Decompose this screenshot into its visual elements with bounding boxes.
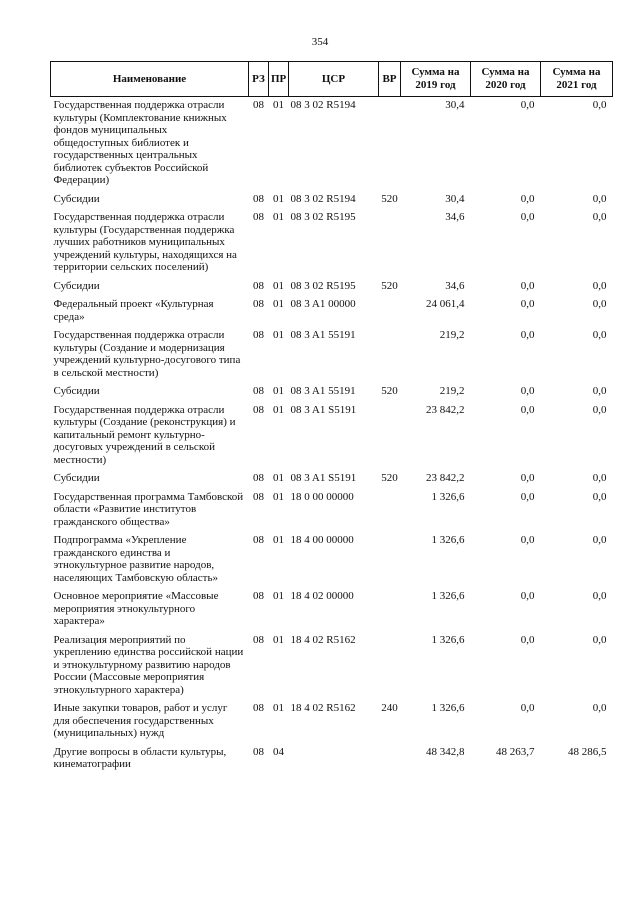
header-name: Наименование xyxy=(51,62,249,97)
table-row xyxy=(51,532,613,588)
row-sum-2019: 30,4 xyxy=(445,192,465,205)
row-vr: 520 xyxy=(381,279,398,292)
row-vr: 240 xyxy=(381,702,398,714)
row-sum-2019: 24 061,4 xyxy=(426,298,465,310)
row-vr xyxy=(379,327,401,383)
row-csr xyxy=(289,744,379,775)
row-rz: 08 xyxy=(253,633,264,646)
row-rz: 08 xyxy=(253,99,264,111)
row-sum-2019: 34,6 xyxy=(445,279,465,292)
row-pr: 01 xyxy=(273,211,284,223)
row-sum-2019: 1 326,6 xyxy=(431,590,465,602)
row-sum-2020: 0,0 xyxy=(520,633,535,646)
row-name: Субсидии xyxy=(53,385,100,397)
row-pr: 01 xyxy=(273,329,284,341)
row-sum-2019: 219,2 xyxy=(439,329,465,341)
row-vr xyxy=(379,402,401,471)
row-csr: 08 3 A1 S5191 xyxy=(290,403,357,416)
row-name: Субсидии xyxy=(53,192,100,205)
row-sum-2019: 219,2 xyxy=(439,385,465,397)
row-name: Государственная поддержка отрасли культуры (Государственная поддержка лучших работников муниципальных учреждений культуры, находящихся на территории сельских поселений) xyxy=(53,211,237,273)
row-sum-2019: 1 326,6 xyxy=(431,702,465,714)
row-sum-2020: 0,0 xyxy=(520,490,535,503)
row-vr xyxy=(379,97,401,191)
row-vr: 520 xyxy=(381,385,398,397)
row-sum-2020: 0,0 xyxy=(520,298,535,310)
row-vr: 520 xyxy=(381,472,398,484)
row-sum-2021: 0,0 xyxy=(592,534,607,546)
row-sum-2020: 0,0 xyxy=(520,99,535,111)
row-csr: 18 4 02 R5162 xyxy=(290,702,356,714)
table-header-row xyxy=(51,62,613,97)
row-csr: 18 4 02 R5162 xyxy=(290,633,356,646)
table-row xyxy=(51,97,613,191)
row-sum-2019: 34,6 xyxy=(445,211,465,223)
row-csr: 18 4 00 00000 xyxy=(290,534,354,546)
table-row xyxy=(51,700,613,744)
row-rz: 08 xyxy=(253,590,264,602)
table-row xyxy=(51,744,613,775)
table-row xyxy=(51,296,613,327)
row-name: Государственная поддержка отрасли культуры (Создание и модернизация учреждений культурно-досугового типа в сельской местности) xyxy=(53,329,241,379)
row-sum-2021: 0,0 xyxy=(592,702,607,714)
table-row xyxy=(51,588,613,632)
row-sum-2020: 48 263,7 xyxy=(496,745,535,758)
row-sum-2019: 48 342,8 xyxy=(426,745,465,758)
budget-table-container xyxy=(50,61,612,775)
row-sum-2020: 0,0 xyxy=(520,329,535,341)
row-name: Подпрограмма «Укрепление гражданского единства и этнокультурное развитие народов, населяющих Тамбовскую область» xyxy=(53,534,218,584)
row-sum-2020: 0,0 xyxy=(520,279,535,292)
row-name: Субсидии xyxy=(53,472,100,484)
row-pr: 01 xyxy=(273,472,284,484)
row-sum-2020: 0,0 xyxy=(520,192,535,205)
table-row xyxy=(51,327,613,383)
row-csr: 08 3 02 R5195 xyxy=(290,211,356,223)
row-csr: 08 3 02 R5195 xyxy=(290,279,356,292)
row-sum-2020: 0,0 xyxy=(520,211,535,223)
header-sum-2021: Сумма на 2021 год xyxy=(541,62,613,97)
table-row xyxy=(51,278,613,297)
row-sum-2020: 0,0 xyxy=(520,590,535,602)
row-pr: 01 xyxy=(273,192,284,205)
row-sum-2021: 0,0 xyxy=(592,211,607,223)
row-sum-2021: 0,0 xyxy=(592,298,607,310)
row-csr: 08 3 A1 55191 xyxy=(290,385,356,397)
row-csr: 18 4 02 00000 xyxy=(290,590,354,602)
row-csr: 08 3 02 R5194 xyxy=(290,192,356,205)
row-sum-2019: 23 842,2 xyxy=(426,403,465,416)
row-vr xyxy=(379,209,401,278)
row-sum-2020: 0,0 xyxy=(520,385,535,397)
table-row xyxy=(51,632,613,701)
row-rz: 08 xyxy=(253,329,264,341)
header-rz: РЗ xyxy=(249,62,269,97)
row-vr xyxy=(379,296,401,327)
row-pr: 01 xyxy=(273,490,284,503)
row-name: Государственная поддержка отрасли культуры (Создание (реконструкция) и капитальный ремонт культурно-досуговых учреждений в сельской местности) xyxy=(53,403,236,466)
row-pr: 01 xyxy=(273,633,284,646)
row-name: Реализация мероприятий по укреплению единства российской нации и этнокультурному развитию народов России (Массовые мероприятия этнокультурного характера) xyxy=(53,633,244,696)
row-sum-2021: 0,0 xyxy=(592,192,607,205)
row-sum-2021: 0,0 xyxy=(592,279,607,292)
row-pr: 01 xyxy=(273,534,284,546)
row-name: Государственная поддержка отрасли культуры (Комплектование книжных фондов муниципальных общедоступных библиотек и государственных центральных библиотек субъектов Российской Федерации) xyxy=(53,99,227,186)
row-rz: 08 xyxy=(253,385,264,397)
row-sum-2020: 0,0 xyxy=(520,702,535,714)
row-pr: 01 xyxy=(273,590,284,602)
row-vr xyxy=(379,489,401,533)
row-sum-2021: 0,0 xyxy=(592,403,607,416)
table-row xyxy=(51,402,613,471)
row-rz: 08 xyxy=(253,279,264,292)
row-vr xyxy=(379,632,401,701)
row-sum-2020: 0,0 xyxy=(520,534,535,546)
row-sum-2021: 0,0 xyxy=(592,633,607,646)
row-rz: 08 xyxy=(253,298,264,310)
row-sum-2019: 30,4 xyxy=(445,99,465,111)
row-sum-2020: 0,0 xyxy=(520,403,535,416)
header-csr: ЦСР xyxy=(289,62,379,97)
row-pr: 04 xyxy=(273,745,284,758)
row-csr: 08 3 A1 00000 xyxy=(290,298,356,310)
row-pr: 01 xyxy=(273,99,284,111)
row-sum-2019: 1 326,6 xyxy=(431,534,465,546)
row-vr xyxy=(379,532,401,588)
row-sum-2021: 0,0 xyxy=(592,329,607,341)
row-rz: 08 xyxy=(253,745,264,758)
row-pr: 01 xyxy=(273,403,284,416)
row-csr: 08 3 02 R5194 xyxy=(290,99,356,111)
row-rz: 08 xyxy=(253,702,264,714)
row-csr: 08 3 A1 S5191 xyxy=(290,472,357,484)
table-row xyxy=(51,383,613,402)
row-name: Федеральный проект «Культурная среда» xyxy=(53,298,214,323)
table-row xyxy=(51,489,613,533)
row-name: Государственная программа Тамбовской области «Развитие институтов гражданского общества» xyxy=(53,490,244,528)
table-row xyxy=(51,191,613,210)
row-pr: 01 xyxy=(273,298,284,310)
row-pr: 01 xyxy=(273,385,284,397)
row-rz: 08 xyxy=(253,403,264,416)
row-rz: 08 xyxy=(253,472,264,484)
row-rz: 08 xyxy=(253,192,264,205)
budget-table xyxy=(50,61,613,775)
table-row xyxy=(51,209,613,278)
row-rz: 08 xyxy=(253,211,264,223)
row-sum-2021: 0,0 xyxy=(592,99,607,111)
row-rz: 08 xyxy=(253,534,264,546)
header-vr: ВР xyxy=(379,62,401,97)
row-csr: 18 0 00 00000 xyxy=(290,490,354,503)
row-sum-2021: 0,0 xyxy=(592,490,607,503)
row-vr: 520 xyxy=(381,192,398,205)
row-name: Субсидии xyxy=(53,279,100,292)
row-name: Иные закупки товаров, работ и услуг для обеспечения государственных (муниципальных) нужд xyxy=(53,702,228,739)
page-number: 354 xyxy=(311,36,329,48)
row-sum-2019: 1 326,6 xyxy=(431,490,465,503)
row-name: Основное мероприятие «Массовые мероприятия этнокультурного характера» xyxy=(53,590,219,627)
row-sum-2021: 0,0 xyxy=(592,590,607,602)
row-sum-2021: 48 286,5 xyxy=(568,745,607,758)
row-pr: 01 xyxy=(273,702,284,714)
header-pr: ПР xyxy=(269,62,289,97)
row-sum-2020: 0,0 xyxy=(520,472,535,484)
table-row xyxy=(51,470,613,489)
row-vr xyxy=(379,588,401,632)
header-sum-2019: Сумма на 2019 год xyxy=(401,62,471,97)
row-name: Другие вопросы в области культуры, кинематографии xyxy=(53,745,227,770)
row-pr: 01 xyxy=(273,279,284,292)
row-sum-2019: 1 326,6 xyxy=(431,633,465,646)
row-sum-2019: 23 842,2 xyxy=(426,472,465,484)
row-rz: 08 xyxy=(253,490,264,503)
row-vr xyxy=(379,744,401,775)
row-sum-2021: 0,0 xyxy=(592,385,607,397)
row-sum-2021: 0,0 xyxy=(592,472,607,484)
row-csr: 08 3 A1 55191 xyxy=(290,329,356,341)
header-sum-2020: Сумма на 2020 год xyxy=(471,62,541,97)
